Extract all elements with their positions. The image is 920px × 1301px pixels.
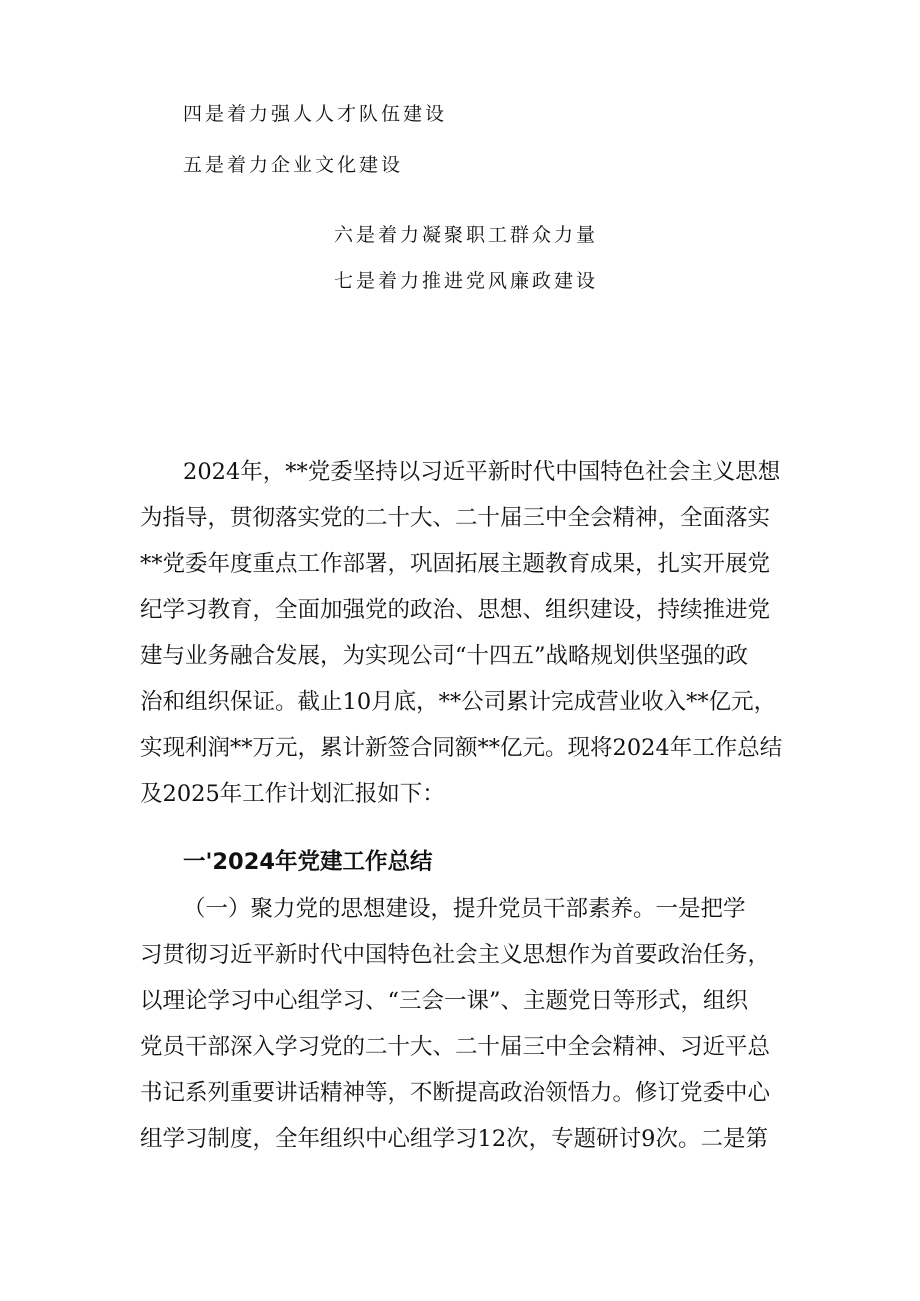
paragraph-line: 习贯彻习近平新时代中国特色社会主义思想作为首要政治任务， — [140, 942, 771, 968]
toc-item: 六是着力凝聚职工群众力量 — [334, 224, 599, 246]
toc-item: 五是着力企业文化建设 — [183, 154, 404, 176]
intro-line: 纪学习教育，全面加强党的政治、思想、组织建设，持续推进党 — [140, 597, 771, 623]
intro-line: 建与业务融合发展，为实现公司“十四五”战略规划供坚强的政 — [140, 643, 749, 669]
intro-line: 治和组织保证。截止10月底，**公司累计完成营业收入**亿元， — [140, 689, 777, 715]
intro-line: **党委年度重点工作部署，巩固拓展主题教育成果，扎实开展党 — [140, 551, 771, 577]
paragraph-line: 以理论学习中心组学习、“三会一课”、主题党日等形式，组织 — [140, 988, 749, 1014]
intro-line: 2024年，**党委坚持以习近平新时代中国特色社会主义思想 — [183, 459, 781, 485]
paragraph-line: 组学习制度，全年组织中心组学习12次，专题研讨9次。二是第 — [140, 1126, 768, 1152]
paragraph-line: 书记系列重要讲话精神等，不断提高政治领悟力。修订党委中心 — [140, 1080, 771, 1106]
paragraph-line: 党员干部深入学习党的二十大、二十届三中全会精神、习近平总 — [140, 1034, 771, 1060]
intro-line: 为指导，贯彻落实党的二十大、二十届三中全会精神，全面落实 — [140, 505, 771, 531]
intro-line: 及2025年工作计划汇报如下： — [140, 781, 445, 807]
toc-item: 七是着力推进党风廉政建设 — [334, 270, 599, 292]
toc-item: 四是着力强人人才队伍建设 — [183, 103, 448, 125]
section-heading: 一'2024年党建工作总结 — [183, 849, 433, 875]
intro-line: 实现利润**万元，累计新签合同额**亿元。现将2024年工作总结 — [140, 735, 783, 761]
paragraph-line: （一）聚力党的思想建设，提升党员干部素养。一是把学 — [183, 896, 746, 922]
